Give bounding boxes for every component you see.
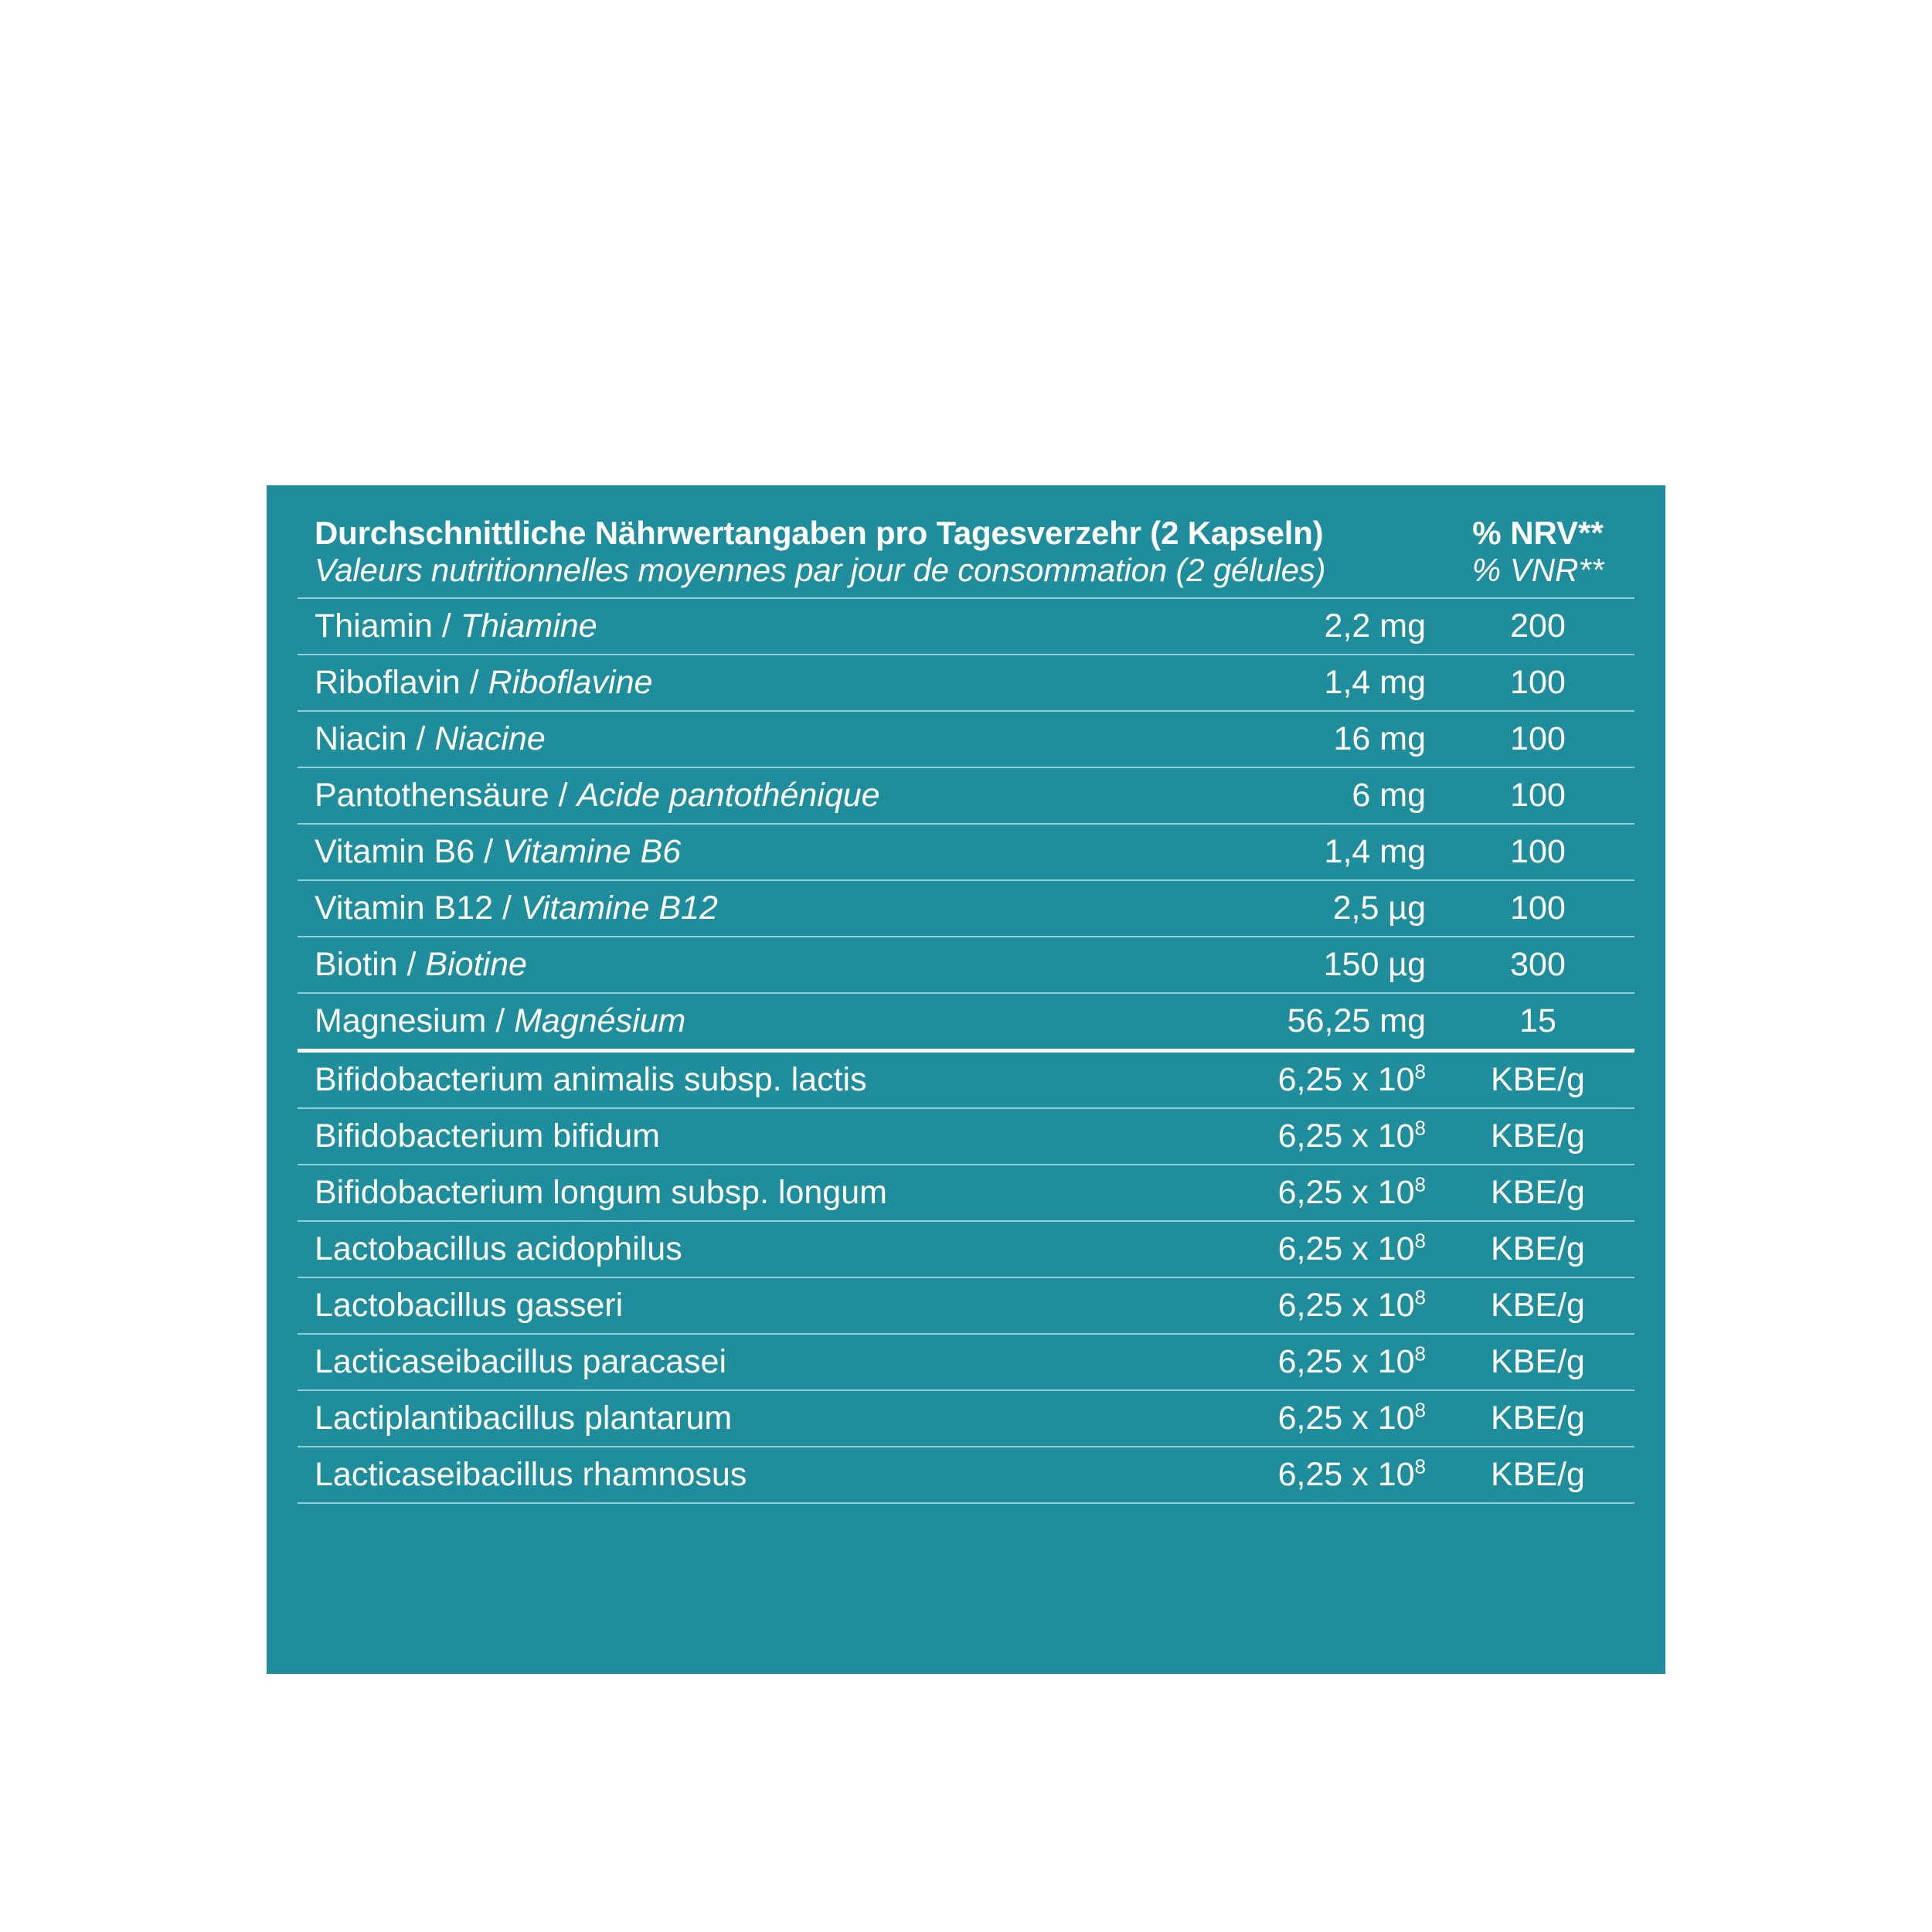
nutrient-amount-exponent: 8: [1414, 1454, 1426, 1478]
nutrient-amount: [1171, 881, 1440, 936]
nutrient-name-de: Vitamin B6: [315, 832, 475, 870]
table-row: [298, 1277, 1634, 1333]
nutrient-amount: [1171, 1165, 1440, 1220]
nutrient-name-fr: Magnésium: [514, 1002, 686, 1039]
table-row: [298, 710, 1634, 767]
nutrient-nrv: 100: [1510, 663, 1566, 701]
table-row: [298, 992, 1634, 1049]
nutrient-nrv: 100: [1510, 776, 1566, 814]
nutrient-amount-exponent: 8: [1414, 1342, 1426, 1366]
nutrient-name: [298, 768, 1171, 823]
nutrient-amount-text: 6,25 x 10: [1277, 1342, 1415, 1380]
table-row: [298, 1164, 1634, 1220]
nutrient-amount: [1171, 768, 1440, 823]
table-row: [298, 767, 1634, 823]
nutrient-name-de: Vitamin B12: [315, 889, 494, 927]
nutrient-name-de: Magnesium: [315, 1002, 487, 1039]
nutrient-name-separator: /: [460, 663, 488, 701]
nutrient-name-fr: Vitamine B12: [520, 889, 718, 927]
table-header-title-fr: Valeurs nutritionnelles moyennes par jour de consommation (2 gélules): [315, 552, 1326, 589]
nutrient-name-de: Bifidobacterium longum subsp. longum: [315, 1173, 887, 1211]
nutrient-name: [298, 655, 1171, 710]
nutrient-nrv: 15: [1519, 1002, 1556, 1039]
nutrient-amount-exponent: 8: [1414, 1285, 1426, 1309]
table-row: [298, 1049, 1634, 1107]
table-row: [298, 936, 1634, 992]
nutrient-name-de: Lacticaseibacillus rhamnosus: [315, 1455, 747, 1493]
table-row: [298, 1333, 1634, 1389]
table-row: [298, 654, 1634, 710]
nutrient-name: [298, 1053, 1171, 1107]
nutrient-nrv: KBE/g: [1491, 1455, 1585, 1493]
nutrient-name: [298, 1165, 1171, 1220]
table-body: [298, 597, 1634, 1504]
table-row: [298, 823, 1634, 879]
nutrient-nrv: KBE/g: [1491, 1286, 1585, 1324]
nutrient-name-de: Biotin: [315, 945, 398, 983]
table-row: [298, 1107, 1634, 1164]
nutrient-name-separator: /: [474, 832, 502, 870]
nutrient-name-de: Riboflavin: [315, 663, 461, 701]
nutrient-amount-text: 6,25 x 10: [1277, 1455, 1415, 1493]
nutrient-amount-text: 1,4 mg: [1324, 832, 1426, 870]
nutrient-nrv: 200: [1510, 607, 1566, 645]
nutrient-name-fr: Biotine: [425, 945, 527, 983]
nutrient-amount: [1171, 937, 1440, 992]
nutrient-name-fr: Niacine: [434, 719, 546, 757]
nutrient-name-de: Niacin: [315, 719, 407, 757]
nutrient-name: [298, 1109, 1171, 1164]
nutrition-panel: [267, 485, 1665, 1674]
nutrient-name-separator: /: [397, 945, 426, 983]
nutrient-name-de: Lactobacillus acidophilus: [315, 1230, 682, 1267]
nutrient-name: [298, 1447, 1171, 1502]
nutrient-amount: [1171, 712, 1440, 767]
nutrient-name: [298, 1222, 1171, 1277]
nutrient-amount: [1171, 825, 1440, 879]
nutrient-amount-text: 2,5 µg: [1332, 889, 1426, 927]
nutrient-name: [298, 1335, 1171, 1389]
table-header-title-de: Durchschnittliche Nährwertangaben pro Tagesverzehr (2 Kapseln): [315, 515, 1324, 551]
table-header-nrv-fr: % VNR**: [1471, 552, 1604, 589]
nutrient-nrv: KBE/g: [1491, 1342, 1585, 1380]
nutrient-amount-text: 6,25 x 10: [1277, 1173, 1415, 1211]
nutrient-name-de: Lactiplantibacillus plantarum: [315, 1399, 733, 1437]
nutrient-amount: [1171, 599, 1440, 654]
nutrient-nrv: 300: [1510, 945, 1566, 983]
nutrient-amount-text: 16 mg: [1333, 719, 1426, 757]
table-header-nrv: [1441, 515, 1634, 590]
nutrient-amount: [1171, 1222, 1440, 1277]
nutrient-name-de: Lactobacillus gasseri: [315, 1286, 624, 1324]
nutrient-name-fr: Thiamine: [460, 607, 597, 645]
nutrient-name: [298, 1278, 1171, 1333]
nutrient-amount: [1171, 994, 1440, 1049]
nutrient-name-separator: /: [493, 889, 521, 927]
nutrient-amount-text: 56,25 mg: [1287, 1002, 1426, 1039]
nutrient-name-separator: /: [486, 1002, 515, 1039]
nutrient-name-de: Thiamin: [315, 607, 433, 645]
table-header: [298, 501, 1634, 597]
nutrient-name: [298, 712, 1171, 767]
nutrient-nrv: KBE/g: [1491, 1173, 1585, 1211]
table-row: [298, 597, 1634, 654]
nutrient-name-de: Lacticaseibacillus paracasei: [315, 1342, 727, 1380]
nutrient-name-de: Bifidobacterium bifidum: [315, 1117, 660, 1155]
nutrient-amount: [1171, 1335, 1440, 1389]
nutrient-amount: [1171, 1391, 1440, 1446]
nutrient-amount-exponent: 8: [1414, 1229, 1426, 1253]
nutrient-nrv: KBE/g: [1491, 1060, 1585, 1098]
nutrient-amount-text: 6,25 x 10: [1277, 1399, 1415, 1437]
nutrient-amount: [1171, 1447, 1440, 1502]
nutrient-name-fr: Vitamine B6: [502, 832, 682, 870]
nutrient-nrv: KBE/g: [1491, 1230, 1585, 1267]
table-header-titles: [298, 515, 1441, 590]
nutrient-nrv: KBE/g: [1491, 1399, 1585, 1437]
table-row: [298, 1389, 1634, 1446]
nutrient-amount-exponent: 8: [1414, 1060, 1426, 1083]
nutrient-name-separator: /: [549, 776, 577, 814]
nutrient-amount: [1171, 1109, 1440, 1164]
nutrient-amount: [1171, 1278, 1440, 1333]
nutrient-amount-text: 6,25 x 10: [1277, 1060, 1415, 1098]
nutrient-nrv: 100: [1510, 832, 1566, 870]
nutrient-amount: [1171, 1053, 1440, 1107]
table-header-nrv-de: % NRV**: [1472, 515, 1604, 551]
nutrient-name-separator: /: [406, 719, 435, 757]
nutrient-amount-text: 6,25 x 10: [1277, 1117, 1415, 1155]
nutrient-name-separator: /: [432, 607, 461, 645]
nutrient-name-de: Bifidobacterium animalis subsp. lactis: [315, 1060, 867, 1098]
table-row: [298, 1446, 1634, 1504]
nutrient-amount-text: 150 µg: [1323, 945, 1426, 983]
table-row: [298, 1220, 1634, 1277]
nutrient-amount-exponent: 8: [1414, 1398, 1426, 1422]
nutrient-amount-text: 6,25 x 10: [1277, 1230, 1415, 1267]
nutrient-name: [298, 1391, 1171, 1446]
nutrient-name: [298, 881, 1171, 936]
nutrient-nrv: 100: [1510, 719, 1566, 757]
table-row: [298, 879, 1634, 936]
nutrient-name: [298, 599, 1171, 654]
nutrient-amount: [1171, 655, 1440, 710]
nutrient-name: [298, 825, 1171, 879]
nutrient-amount-exponent: 8: [1414, 1116, 1426, 1140]
nutrient-nrv: 100: [1510, 889, 1566, 927]
nutrient-amount-text: 6,25 x 10: [1277, 1286, 1415, 1324]
nutrient-amount-text: 2,2 mg: [1324, 607, 1426, 645]
nutrient-name-de: Pantothensäure: [315, 776, 549, 814]
nutrient-name: [298, 937, 1171, 992]
nutrient-nrv: KBE/g: [1491, 1117, 1585, 1155]
nutrient-name: [298, 994, 1171, 1049]
nutrient-name-fr: Riboflavine: [488, 663, 653, 701]
nutrient-amount-exponent: 8: [1414, 1172, 1426, 1196]
nutrient-amount-text: 1,4 mg: [1324, 663, 1426, 701]
nutrition-table: [298, 501, 1634, 1504]
nutrient-name-fr: Acide pantothénique: [577, 776, 880, 814]
nutrient-amount-text: 6 mg: [1352, 776, 1426, 814]
